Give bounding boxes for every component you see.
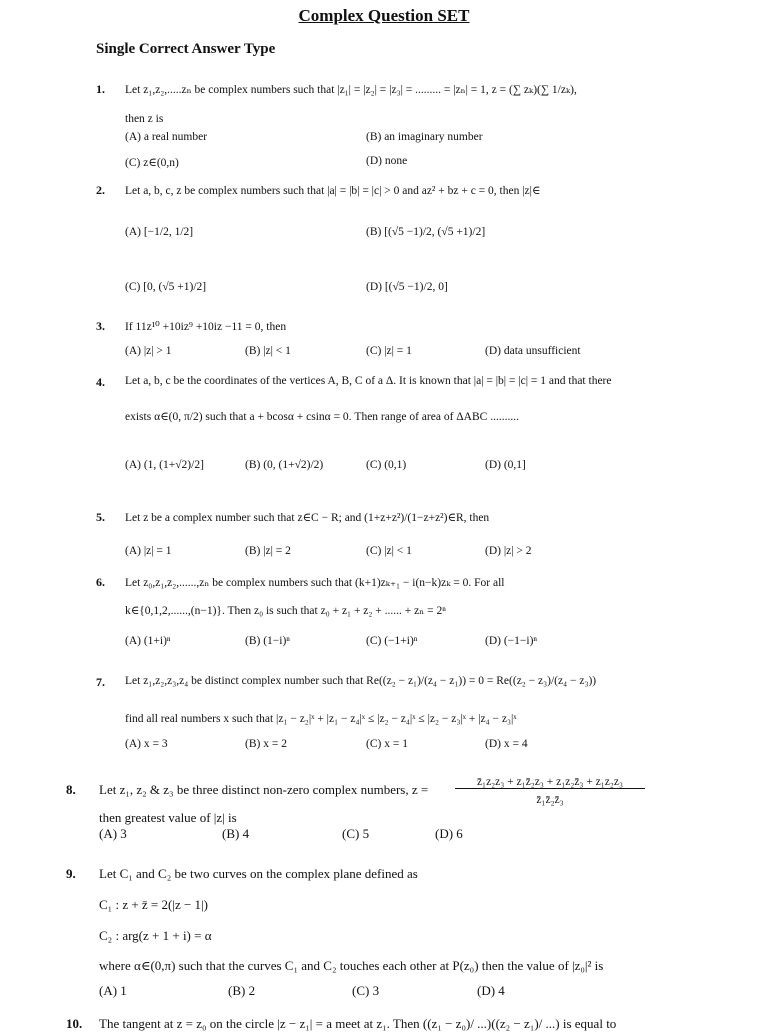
question-text: Let a, b, c be the coordinates of the vertices A, B, C of a Δ. It is known that |a| = |b| = |c| = 1 and that there: [125, 375, 612, 387]
option-b: (B) x = 2: [245, 738, 287, 750]
curve-c2: C₂ : arg(z + 1 + i) = α: [99, 928, 212, 943]
option-a: (A) x = 3: [125, 738, 168, 750]
question-text: Let z₁,z₂,.....zₙ be complex numbers such that |z₁| = |z₂| = |z₃| = ......... = |zₙ| = 1, z = (∑ zₖ)(∑ 1/zₖ),: [125, 84, 577, 96]
option-d: (D) |z| > 2: [485, 545, 532, 557]
option-c: (C) z∈(0,n): [125, 157, 179, 169]
question-text: Let z be a complex number such that z∈C − R; and (1+z+z²)/(1−z+z²)∈R, then: [125, 512, 490, 524]
question-text: If 11z¹⁰ +10iz⁹ +10iz −11 = 0, then: [125, 321, 287, 333]
option-c: (C) [0, (√5 +1)/2]: [125, 281, 207, 293]
option-d: (D) data unsufficient: [485, 345, 581, 357]
question-number: 1.: [96, 82, 105, 96]
question-text-cont: where α∈(0,π) such that the curves C₁ and C₂ touches each other at P(z₀) then the value of |z₀|² is: [99, 958, 604, 973]
question-number: 2.: [96, 183, 105, 197]
option-d: (D) none: [366, 155, 408, 167]
question-number: 6.: [96, 575, 105, 589]
option-b: (B) 2: [228, 983, 256, 998]
option-a: (A) 3: [99, 826, 127, 841]
option-d: (D) (0,1]: [485, 459, 526, 471]
option-b: (B) |z| < 1: [245, 345, 291, 357]
option-a: (A) a real number: [125, 131, 208, 143]
page-title: Complex Question SET: [298, 6, 470, 25]
option-d: (D) 6: [435, 826, 463, 841]
question-number: 5.: [96, 510, 105, 524]
option-d: (D) (−1−i)ⁿ: [485, 635, 538, 647]
question-number: 7.: [96, 675, 105, 689]
question-number: 3.: [96, 319, 105, 333]
option-c: (C) (0,1): [366, 459, 407, 471]
option-a: (A) 1: [99, 983, 127, 998]
option-c: (C) x = 1: [366, 738, 408, 750]
option-b: (B) [(√5 −1)/2, (√5 +1)/2]: [366, 226, 486, 238]
question-text-cont: then z is: [125, 113, 164, 125]
option-d: (D) x = 4: [485, 738, 528, 750]
question-text: Let z₁, z₂ & z₃ be three distinct non-zero complex numbers, z =: [99, 782, 429, 797]
question-number: 8.: [66, 782, 76, 797]
option-a: (A) (1+i)ⁿ: [125, 635, 171, 647]
option-b: (B) |z| = 2: [245, 545, 291, 557]
question-text: Let z₁,z₂,z₃,z₄ be distinct complex number such that Re((z₂ − z₁)/(z₄ − z₁)) = 0 = Re((z₂ − z₃)/(z₄ − z₃)): [125, 675, 597, 687]
question-text-cont: k∈{0,1,2,......,(n−1)}. Then z₀ is such that z₀ + z₁ + z₂ + ...... + zₙ = 2ⁿ: [125, 605, 446, 617]
question-text-cont: exists α∈(0, π/2) such that a + bcosα + csinα = 0. Then range of area of ΔABC ..........: [125, 411, 519, 423]
option-a: (A) [−1/2, 1/2]: [125, 226, 194, 238]
option-c: (C) 3: [352, 983, 380, 998]
section-heading: Single Correct Answer Type: [96, 41, 276, 57]
question-number: 10.: [66, 1016, 83, 1031]
question-text: The tangent at z = z₀ on the circle |z − z₁| = a meet at z₁. Then ((z₁ − z₀)/ ...)((z₂ − z₁)/ ...) is equal to: [99, 1016, 617, 1031]
option-a: (A) (1, (1+√2)/2]: [125, 459, 204, 471]
fraction-denominator: z̄₁z̄₂z̄₃: [536, 794, 564, 806]
curve-c1: C₁ : z + z̄ = 2(|z − 1|): [99, 897, 208, 912]
option-c: (C) |z| = 1: [366, 345, 412, 357]
question-text: Let a, b, c, z be complex numbers such that |a| = |b| = |c| > 0 and az² + bz + c = 0, then |z|∈: [125, 185, 541, 197]
question-text: Let z₀,z₁,z₂,......,zₙ be complex numbers such that (k+1)zₖ₊₁ − i(n−k)zₖ = 0. For all: [125, 577, 505, 589]
option-b: (B) (1−i)ⁿ: [245, 635, 290, 647]
question-text-cont: find all real numbers x such that |z₁ − z₂|ˣ + |z₁ − z₄|ˣ ≤ |z₂ − z₄|ˣ ≤ |z₂ − z₃|ˣ + |z₄ − z₃|ˣ: [125, 713, 517, 725]
fraction-numerator: z̄₁z₂z₃ + z₁z̄₂z₃ + z₁z₂z̄₃ + z₁z₂z₃: [455, 776, 645, 789]
option-a: (A) |z| = 1: [125, 545, 172, 557]
option-c: (C) |z| < 1: [366, 545, 412, 557]
option-a: (A) |z| > 1: [125, 345, 172, 357]
option-d: (D) 4: [477, 983, 505, 998]
option-b: (B) an imaginary number: [366, 131, 483, 143]
question-number: 4.: [96, 375, 105, 389]
question-text-cont: then greatest value of |z| is: [99, 810, 237, 825]
option-c: (C) 5: [342, 826, 370, 841]
question-text: Let C₁ and C₂ be two curves on the complex plane defined as: [99, 866, 418, 881]
option-c: (C) (−1+i)ⁿ: [366, 635, 418, 647]
option-b: (B) 4: [222, 826, 250, 841]
option-b: (B) (0, (1+√2)/2): [245, 459, 324, 471]
question-number: 9.: [66, 866, 76, 881]
option-d: (D) [(√5 −1)/2, 0]: [366, 281, 448, 293]
